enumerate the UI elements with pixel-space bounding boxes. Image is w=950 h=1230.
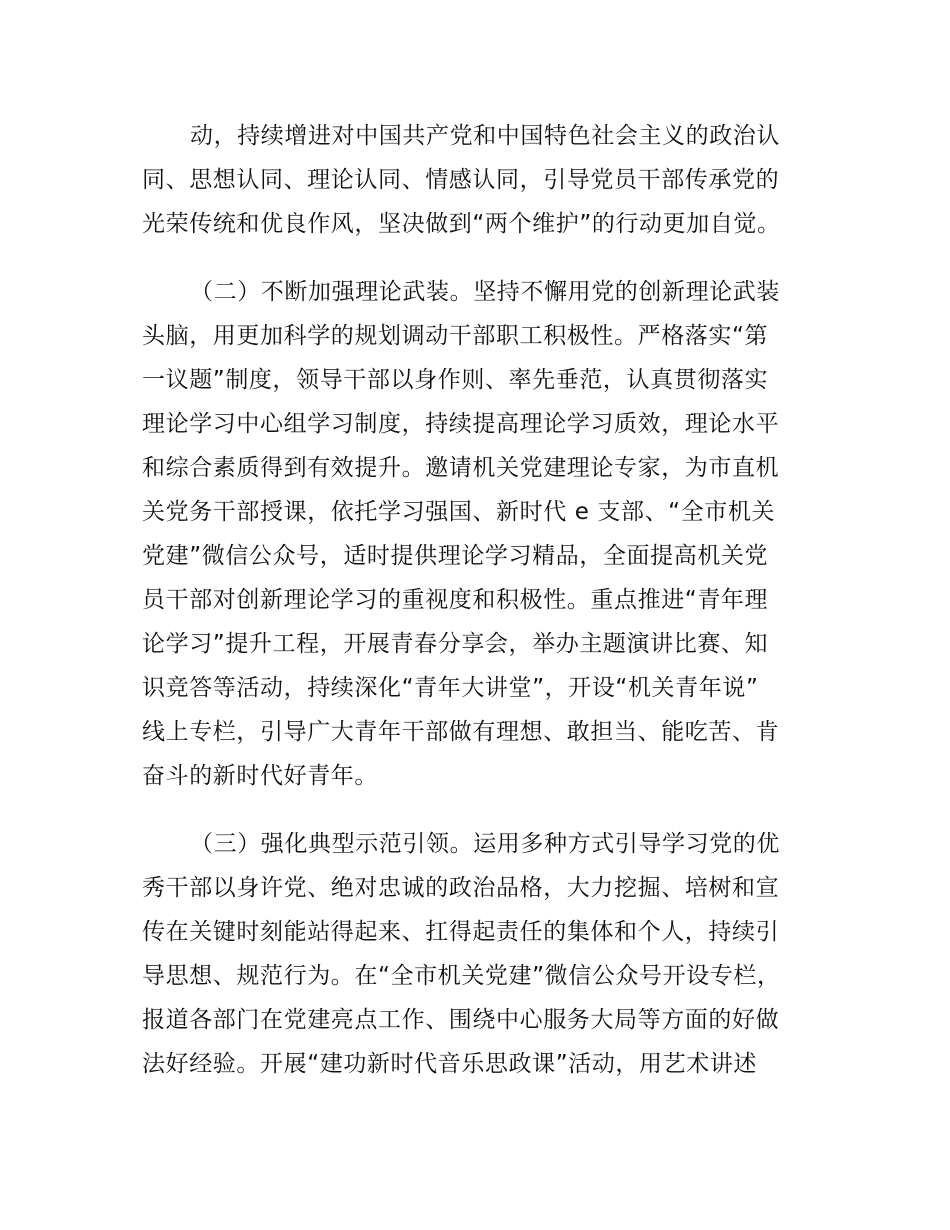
section-heading-line: （三）强化典型示范引领。运用多种方式引导学习党的优 (190, 831, 780, 857)
text-line: 党建”微信公众号，适时提供理论学习精品，全面提高机关党 (142, 543, 769, 569)
section-heading-line: （二）不断加强理论武装。坚持不懈用党的创新理论武装 (190, 279, 780, 305)
text-line: 一议题”制度，领导干部以身作则、率先垂范，认真贯彻落实 (142, 367, 769, 393)
text-line: 传在关键时刻能站得起来、扛得起责任的集体和个人，持续引 (142, 919, 780, 945)
text-line: 奋斗的新时代好青年。 (142, 763, 378, 789)
text-line: 动，持续增进对中国共产党和中国特色社会主义的政治认 (190, 123, 780, 149)
text-line: 法好经验。开展“建功新时代音乐思政课”活动，用艺术讲述 (142, 1051, 758, 1077)
text-line: 报道各部门在党建亮点工作、围绕中心服务大局等方面的好做 (142, 1007, 780, 1033)
text-line: 识竞答等活动，持续深化“青年大讲堂”，开设“机关青年说” (142, 675, 759, 701)
text-line: 员干部对创新理论学习的重视度和积极性。重点推进“青年理 (142, 587, 769, 613)
text-line: 关党务干部授课，依托学习强国、新时代 e 支部、“全市机关 (142, 499, 776, 525)
text-line: 秀干部以身许党、绝对忠诚的政治品格，大力挖掘、培树和宣 (142, 875, 780, 901)
text-line: 线上专栏，引导广大青年干部做有理想、敢担当、能吃苦、肯 (142, 719, 780, 745)
text-line: 光荣传统和优良作风，坚决做到“两个维护”的行动更加自觉。 (142, 211, 781, 237)
text-line: 导思想、规范行为。在“全市机关党建”微信公众号开设专栏， (142, 963, 781, 989)
text-line: 和综合素质得到有效提升。邀请机关党建理论专家，为市直机 (142, 455, 780, 481)
text-line: 同、思想认同、理论认同、情感认同，引导党员干部传承党的 (142, 167, 780, 193)
text-line: 论学习”提升工程，开展青春分享会，举办主题演讲比赛、知 (142, 631, 769, 657)
text-line: 理论学习中心组学习制度，持续提高理论学习质效，理论水平 (142, 411, 780, 437)
text-line: 头脑，用更加科学的规划调动干部职工积极性。严格落实“第 (142, 323, 769, 349)
